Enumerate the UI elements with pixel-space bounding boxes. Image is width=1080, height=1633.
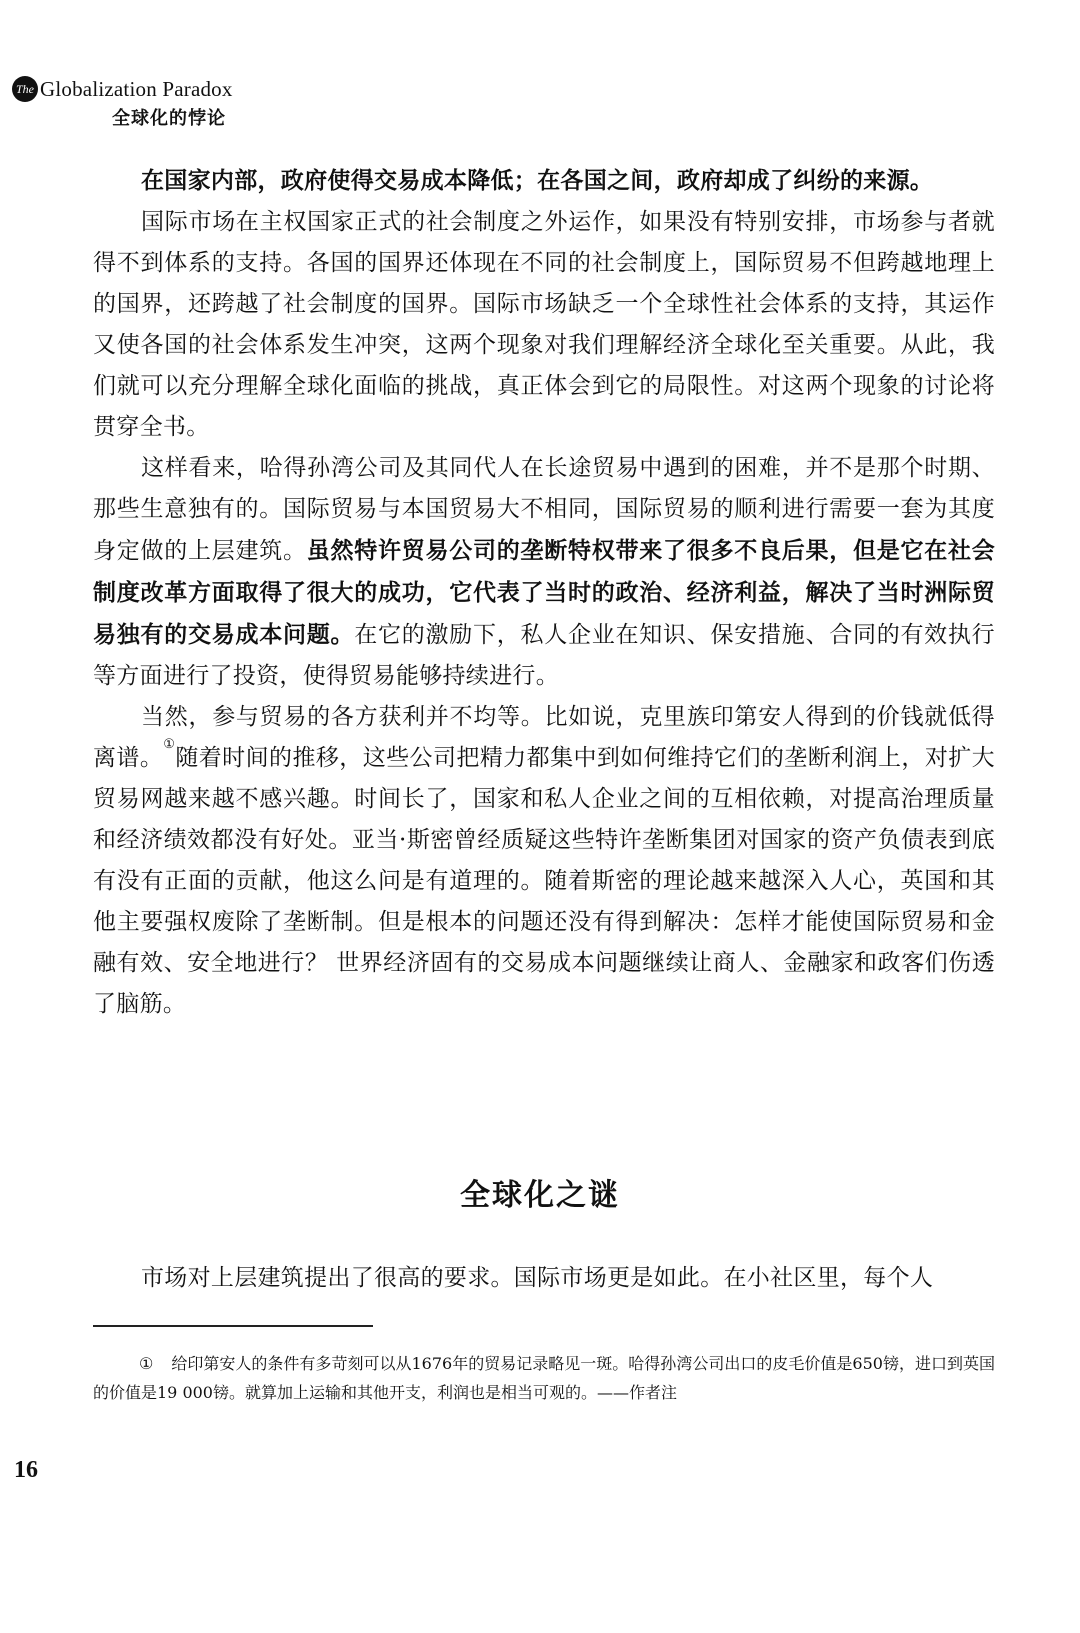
bold-lead-sentence: 在国家内部，政府使得交易成本降低；在各国之间，政府却成了纠纷的来源。: [141, 167, 934, 194]
paragraph-text-after: 在它的激励下，私人企业在知识、保安措施、合同的有效执行等方面进行了投资，使得贸易能够持续进行。: [93, 622, 995, 689]
book-title-english: Globalization Paradox: [40, 76, 233, 101]
section-first-paragraph: [93, 1258, 995, 1299]
book-title-chinese: 全球化的悖论: [112, 108, 226, 129]
paragraph-3: [93, 448, 995, 697]
paragraph-2: [93, 202, 995, 448]
paragraph-text: 市场对上层建筑提出了很高的要求。国际市场更是如此。在小社区里，每个人: [141, 1265, 934, 1291]
body-text: [93, 160, 995, 1025]
paragraph-text-before: 当然，参与贸易的各方获利并不均等。比如说，克里族印第安人得到的价钱就低得离谱。: [93, 704, 995, 771]
running-header: [12, 76, 233, 130]
paragraph-bold-text: 虽然特许贸易公司的垄断特权带来了很多不良后果，但是它在社会制度改革方面取得了很大的成功，它代表了当时的政治、经济利益，解决了当时洲际贸易独有的交易成本问题。: [93, 537, 996, 648]
footnote-reference[interactable]: ①: [163, 737, 176, 752]
paragraph-text-after: 随着时间的推移，这些公司把精力都集中到如何维持它们的垄断利润上，对扩大贸易网越来越不感兴趣。时间长了，国家和私人企业之间的互相依赖，对提高治理质量和经济绩效都没有好处。亚当·斯密曾经质疑这些特许垄断集团对国家的资产负债表到底有没有正面的贡献，他这么问是有道理的。随着斯密的理论越来越深入人心，英国和其他主要强权废除了垄断制。但是根本的问题还没有得到解决：怎样才能使国际贸易和金融有效、安全地进行？ 世界经济固有的交易成本问题继续让商人、金融家和政客们伤透了脑筋。: [93, 745, 995, 1017]
book-logo-icon: The: [12, 76, 38, 102]
footnote-divider: [93, 1325, 373, 1327]
paragraph-text: 国际市场在主权国家正式的社会制度之外运作，如果没有特别安排，市场参与者就得不到体系的支持。各国的国界还体现在不同的社会制度上，国际贸易不但跨越地理上的国界，还跨越了社会制度的国界。国际市场缺乏一个全球性社会体系的支持，其运作又使各国的社会体系发生冲突，这两个现象对我们理解经济全球化至关重要。从此，我们就可以充分理解全球化面临的挑战，真正体会到它的局限性。对这两个现象的讨论将贯穿全书。: [93, 209, 995, 440]
footnote-number: ①: [139, 1354, 154, 1373]
footnote: [93, 1349, 995, 1407]
section-heading: 全球化之谜: [460, 1178, 620, 1213]
paragraph-4: [93, 697, 995, 1025]
page-number: 16: [14, 1457, 38, 1483]
paragraph-1: [93, 160, 995, 202]
header-title-row: [12, 76, 233, 102]
footnote-text: 给印第安人的条件有多苛刻可以从1676年的贸易记录略见一斑。哈得孙湾公司出口的皮毛价值是650镑，进口到英国的价值是19 000镑。就算加上运输和其他开支，利润也是相当可观的。——作者注: [93, 1354, 996, 1402]
section-body: [93, 1258, 995, 1299]
paragraph-text-before: 这样看来，哈得孙湾公司及其同代人在长途贸易中遇到的困难，并不是那个时期、那些生意独有的。国际贸易与本国贸易大不相同，国际贸易的顺利进行需要一套为其度身定做的上层建筑。: [93, 455, 995, 564]
